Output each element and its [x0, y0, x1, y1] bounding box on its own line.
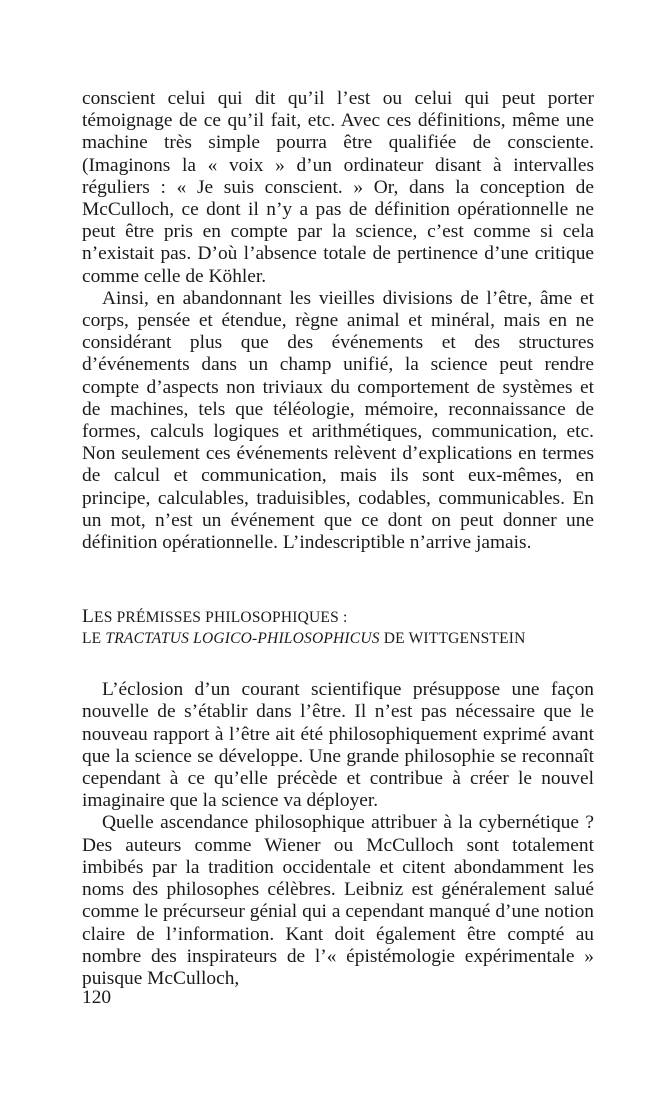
- page-body: [82, 88, 594, 990]
- section-heading: [82, 606, 594, 649]
- section-gap: [82, 649, 594, 679]
- heading-suffix: DE WITTGENSTEIN: [379, 630, 526, 648]
- paragraph-continuation: conscient celui qui dit qu’il l’est ou celui qui peut porter témoignage de ce qu’il fait, etc. Avec ces définitions, même une machine très simple pourra être qualifiée de consciente. (Imaginons la « voix » d’un ordinateur disant à intervalles réguliers : « Je suis conscient. » Or, dans la conception de McCulloch, ce dont il n’y a pas de définition opérationnelle ne peut être pris en compte par la science, c’est comme si cela n’existait pas. D’où l’absence totale de pertinence d’une critique comme celle de Köhler.: [82, 88, 594, 287]
- heading-line-2: [82, 628, 594, 649]
- page-number: 120: [82, 987, 112, 1008]
- heading-prefix: LE: [82, 630, 106, 648]
- paragraph-ainsi: Ainsi, en abandonnant les vieilles divisions de l’être, âme et corps, pensée et étendue, règne animal et minéral, mais en ne considérant plus que des événements et des structures d’événements dans un champ unifié, la science peut rendre compte d’aspects non triviaux du comportement de systèmes et de machines, tels que téléologie, mémoire, reconnaissance de formes, calculs logiques et arithmétiques, communication, etc. Non seulement ces événements relèvent d’explications en termes de calcul et communication, mais ils sont eux-mêmes, en principe, calculables, traduisibles, codables, communicables. En un mot, n’est un événement que ce dont on peut donner une définition opérationnelle. L’indescriptible n’arrive jamais.: [82, 287, 594, 554]
- paragraph-ascendance: Quelle ascendance philosophique attribuer à la cybernétique ? Des auteurs comme Wiener ou McCulloch sont totalement imbibés par la tradition occidentale et citent abondamment les noms des philosophes célèbres. Leibniz est généralement salué comme le précurseur génial qui a cependant manqué d’une notion claire de l’information. Kant doit également être compté au nombre des inspirateurs de l’« épistémologie expérimentale » puisque McCulloch,: [82, 812, 594, 989]
- heading-work-title: TRACTATUS LOGICO-PHILOSOPHICUS: [105, 630, 380, 648]
- heading-initial: L: [82, 606, 95, 628]
- heading-line-1: [82, 606, 348, 628]
- paragraph-eclosion: L’éclosion d’un courant scientifique présuppose une façon nouvelle de s’établir dans l’être. Il n’est pas nécessaire que le nouveau rapport à l’être ait été philosophiquement exprimé avant que la science se développe. Une grande philosophie se reconnaît cependant à ce qu’elle précède et contribue à créer le nouvel imaginaire que la science va déployer.: [82, 679, 594, 812]
- heading-line-1-rest: ES PRÉMISSES PHILOSOPHIQUES :: [94, 609, 348, 627]
